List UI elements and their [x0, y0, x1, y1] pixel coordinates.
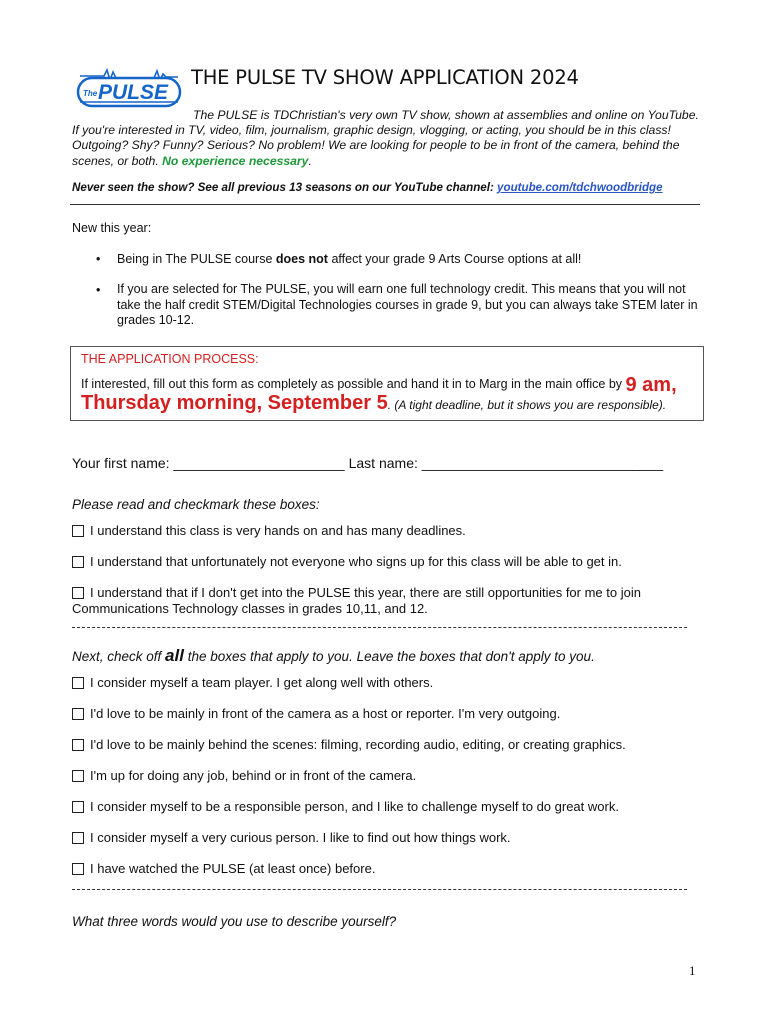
checkbox-item[interactable]: I consider myself a team player. I get along well with others. [72, 675, 712, 691]
header-divider [70, 204, 700, 205]
intro-paragraph: The PULSE is TDChristian's very own TV show, shown at assemblies and online on YouTube. If you're interested in TV, video, film, journalism, graphic design, vlogging, or acting, you should be in this class! Outgoing? Shy? Funny? Serious? No problem! We are looking for people to be in front of the camera, behind the scenes, or both. No experience necessary. [72, 108, 699, 168]
checkbox[interactable] [72, 863, 84, 875]
bullet-tech-credit: If you are selected for The PULSE, you will earn one full technology credit. This means that you will not take the half credit STEM/Digital Technologies courses in grade 9, but you can always take STEM later in grades 10-12. [117, 282, 698, 328]
checkbox[interactable] [72, 708, 84, 720]
checkbox[interactable] [72, 677, 84, 689]
application-process-box [70, 346, 704, 421]
checkbox-item[interactable]: I'd love to be mainly in front of the camera as a host or reporter. I'm very outgoing. [72, 706, 712, 722]
name-fields[interactable]: Your first name: ______________________ Last name: _______________________________ [72, 455, 664, 471]
checkbox-item[interactable]: I consider myself a very curious person. I like to find out how things work. [72, 830, 712, 846]
svg-text:PULSE: PULSE [98, 81, 169, 104]
dashed-divider [72, 889, 687, 890]
bullet-course-options: Being in The PULSE course does not affect your grade 9 Arts Course options at all! [117, 252, 582, 266]
checkbox[interactable] [72, 801, 84, 813]
checkbox[interactable] [72, 525, 84, 537]
application-instructions: If interested, fill out this form as completely as possible and hand it in to Marg in the main office by 9 am, [81, 374, 677, 396]
checkbox-item[interactable]: I understand this class is very hands on and has many deadlines. [72, 523, 712, 539]
svg-text:The: The [83, 89, 98, 98]
checkbox[interactable] [72, 832, 84, 844]
youtube-note [72, 181, 663, 194]
bullet-icon: • [96, 252, 101, 266]
section-checkmark-heading: Please read and checkmark these boxes: [72, 497, 320, 512]
dashed-divider [72, 627, 687, 628]
checkbox[interactable] [72, 556, 84, 568]
no-experience-highlight: No experience necessary [162, 153, 309, 168]
pulse-logo [74, 66, 184, 110]
checkbox-item[interactable]: I understand that if I don't get into the PULSE this year, there are still opportunities for me to join Communications Technology classes in grades 10,11, and 12. [72, 585, 641, 616]
never-seen-text: Never seen the show? See all previous 13 seasons on our YouTube channel: [72, 181, 494, 194]
youtube-link[interactable]: youtube.com/tdchwoodbridge [497, 181, 663, 194]
deadline-time: 9 am, [625, 374, 677, 396]
checkbox-item[interactable]: I'm up for doing any job, behind or in front of the camera. [72, 768, 712, 784]
application-deadline [81, 392, 666, 415]
describe-yourself-question: What three words would you use to describe yourself? [72, 914, 397, 929]
page-number: 1 [689, 963, 696, 978]
new-this-year-heading: New this year: [72, 221, 152, 235]
checkbox-item[interactable]: I have watched the PULSE (at least once) before. [72, 861, 712, 877]
checkbox-item[interactable]: I consider myself to be a responsible person, and I like to challenge myself to do great work. [72, 799, 712, 815]
checkbox[interactable] [72, 770, 84, 782]
bullet-icon: • [96, 283, 101, 297]
intro-text: The PULSE is TDChristian's very own TV show, shown at assemblies and online on YouTube. If you're interested in TV, video, film, journalism, graphic design, vlogging, or acting, you should be in this class! Outgoing? Shy? Funny? Serious? No problem! We are looking for people to be in front of the camera, behind the scenes, or both. [72, 108, 699, 168]
deadline-note: . (A tight deadline, but it shows you are responsible). [387, 398, 667, 412]
checkbox-item[interactable]: I understand that unfortunately not everyone who signs up for this class will be able to get in. [72, 554, 712, 570]
checkbox[interactable] [72, 587, 84, 599]
application-process-heading: THE APPLICATION PROCESS: [81, 352, 259, 366]
deadline-date: Thursday morning, September 5 [81, 392, 388, 414]
checkbox-item[interactable]: I'd love to be mainly behind the scenes: filming, recording audio, editing, or creating graphics. [72, 737, 712, 753]
checkbox[interactable] [72, 739, 84, 751]
section-apply-heading: Next, check off all the boxes that apply to you. Leave the boxes that don't apply to you. [72, 646, 595, 665]
page-title: THE PULSE TV SHOW APPLICATION 2024 [191, 66, 579, 89]
